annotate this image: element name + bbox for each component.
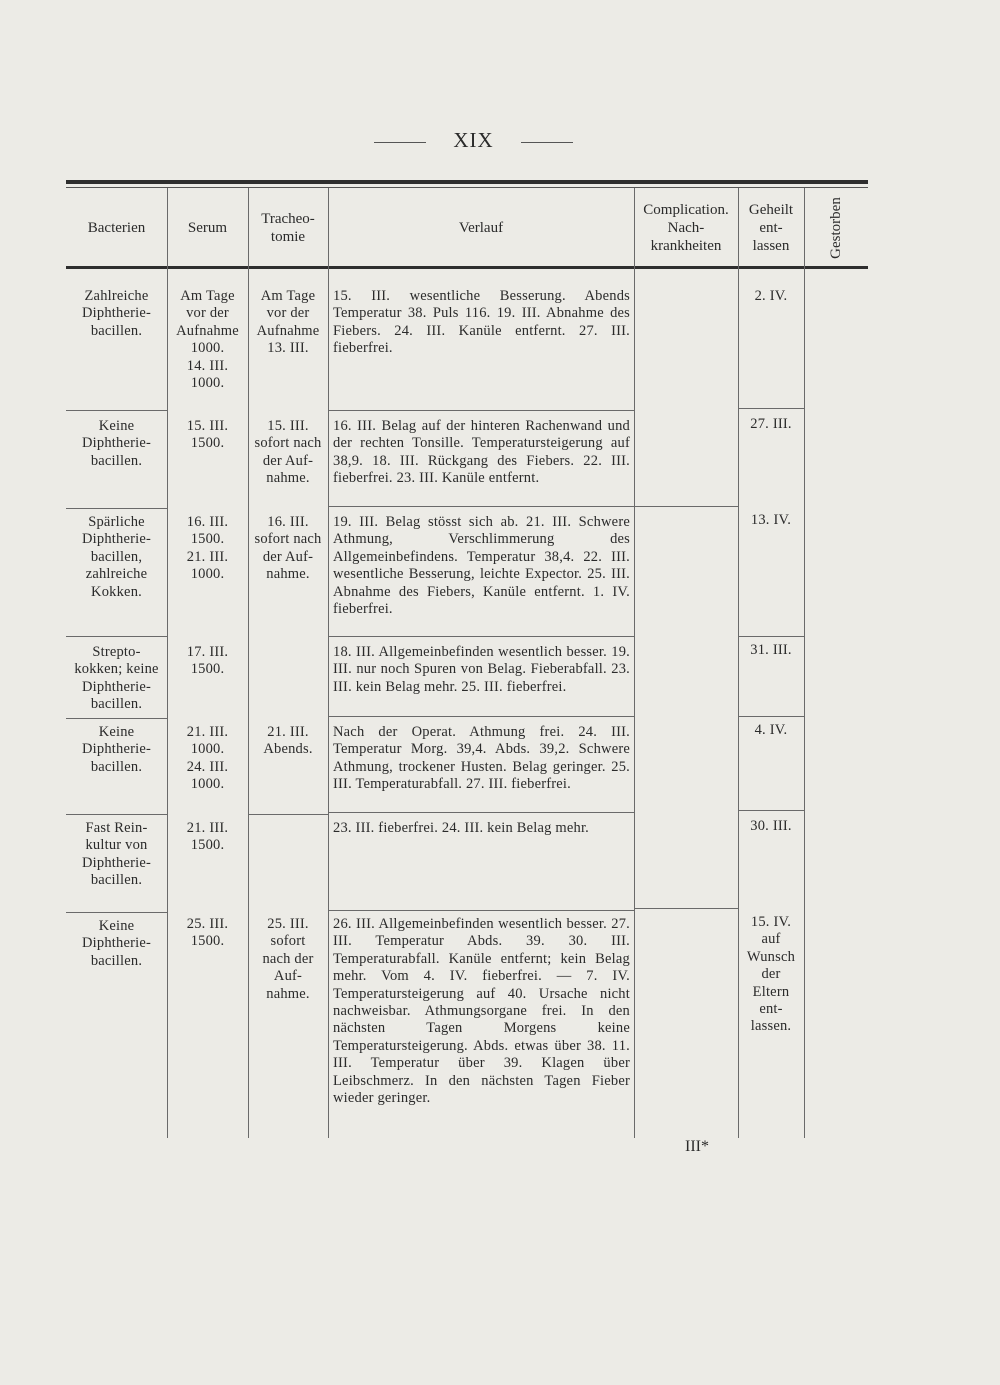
row-5-verlauf: Nach der Operat. Athmung frei. 24. III. Temperatur Morg. 39,4. Abds. 39,2. Schwere Athmung, trockener Husten. Belag geringer. 25. III. Temperaturabfall. 27. III. fieberfrei.	[333, 724, 630, 793]
row-divider	[738, 408, 804, 409]
row-7-bacterien: Keine Diphtherie- bacillen.	[81, 918, 152, 969]
row-2-serum: 15. III. 1500.	[186, 418, 229, 452]
row-divider	[66, 410, 167, 411]
row-divider	[66, 508, 167, 509]
row-6-bacterien: Fast Rein- kultur von Diphtherie- bacillen.	[81, 820, 152, 889]
page-header	[0, 128, 1000, 158]
signature-mark: III*	[685, 1138, 709, 1155]
row-1-tracheotomie: Am Tage vor der Aufnahme 13. III.	[256, 288, 320, 357]
column-header-bacterien: Bacterien	[87, 220, 146, 236]
column-header-tracheotomie: Tracheo- tomie	[261, 211, 315, 245]
table-top-thin-rule	[66, 187, 868, 188]
row-divider	[328, 812, 634, 813]
row-divider	[248, 814, 328, 815]
column-divider	[804, 188, 805, 1138]
header-rule-left	[374, 142, 426, 143]
row-7-geheilt: 15. IV. auf Wunsch der Eltern ent- lassen.	[746, 914, 796, 1035]
row-7-serum: 25. III. 1500.	[186, 916, 229, 950]
row-divider	[328, 910, 634, 911]
row-6-serum: 21. III. 1500.	[186, 820, 229, 854]
row-4-geheilt: 31. III.	[750, 642, 792, 658]
row-1-geheilt: 2. IV.	[754, 288, 788, 304]
row-3-serum: 16. III. 1500. 21. III. 1000.	[186, 514, 229, 583]
row-divider	[66, 636, 167, 637]
column-divider	[634, 188, 635, 1138]
row-5-serum: 21. III. 1000. 24. III. 1000.	[186, 724, 229, 793]
row-2-verlauf: 16. III. Belag auf der hinteren Rachenwand und der rechten Tonsille. Temperatursteigerung auf 38,9. 18. III. Rückgang des Fiebers. 22. III. fieberfrei. 23. III. Kanüle entfernt.	[333, 418, 630, 487]
column-divider	[328, 188, 329, 1138]
row-3-geheilt: 13. IV.	[750, 512, 792, 528]
row-3-bacterien: Spärliche Diphtherie- bacillen, zahlreiche Kokken.	[81, 514, 152, 600]
row-3-tracheotomie: 16. III. sofort nach der Auf- nahme.	[254, 514, 322, 583]
row-divider	[738, 716, 804, 717]
row-divider	[328, 716, 634, 717]
row-divider	[66, 912, 167, 913]
row-6-verlauf: 23. III. fieberfrei. 24. III. kein Belag mehr.	[333, 820, 590, 836]
row-5-tracheotomie: 21. III. Abends.	[263, 724, 313, 758]
row-7-verlauf: 26. III. Allgemeinbefinden wesentlich besser. 27. III. Temperatur Abds. 39. 30. III. Temperaturabfall. Kanüle entfernt; kein Belag mehr. Vom 4. IV. fieberfrei. — 7. IV. Temperatursteigerung auf 40. Ursache nicht nachweisbar. Athmungsorgane frei. In den nächsten Tagen Morgens keine Temperatursteigerung. Abds. etwas über 38. 11. III. Temperatur über 39. Klagen über Leibschmerz. In den nächsten Tagen Fieber wieder geringer.	[333, 916, 630, 1107]
header-rule-right	[521, 142, 573, 143]
row-4-bacterien: Strepto- kokken; keine Diphtherie- bacillen.	[74, 644, 159, 713]
row-4-serum: 17. III. 1500.	[186, 644, 229, 678]
column-header-verlauf: Verlauf	[458, 220, 504, 236]
row-2-tracheotomie: 15. III. sofort nach der Auf- nahme.	[254, 418, 322, 487]
row-divider	[328, 636, 634, 637]
table-header-rule	[66, 266, 868, 269]
column-header-geheilt: Geheilt ent- lassen	[748, 202, 794, 254]
row-1-serum: Am Tage vor der Aufnahme 1000. 14. III. 1000.	[176, 288, 239, 392]
row-1-verlauf: 15. III. wesentliche Besserung. Abends Temperatur 38. Puls 116. 19. III. Abnahme des Fiebers. 24. III. Kanüle entfernt. 27. III. fieberfrei.	[333, 288, 630, 357]
row-divider	[738, 810, 804, 811]
column-header-gestorben-label: Gestorben	[828, 197, 844, 259]
row-divider	[634, 908, 738, 909]
row-2-bacterien: Keine Diphtherie- bacillen.	[81, 418, 152, 469]
row-divider	[328, 410, 634, 411]
row-6-geheilt: 30. III.	[750, 818, 792, 834]
column-header-complication: Complication. Nach- krankheiten	[643, 202, 729, 254]
column-header-serum: Serum	[187, 220, 228, 236]
page-number: XIX	[453, 128, 494, 152]
column-header-gestorben	[804, 192, 868, 264]
row-divider	[738, 636, 804, 637]
row-2-geheilt: 27. III.	[750, 416, 792, 432]
row-divider	[328, 506, 634, 507]
row-divider	[634, 506, 738, 507]
row-7-tracheotomie: 25. III. sofort nach der Auf- nahme.	[262, 916, 314, 1002]
row-5-geheilt: 4. IV.	[754, 722, 788, 738]
row-divider	[66, 718, 167, 719]
row-3-verlauf: 19. III. Belag stösst sich ab. 21. III. Schwere Athmung, Verschlimmerung des Allgemeinbefindens. Temperatur 38,4. 22. III. wesentliche Besserung, leichte Expector. 25. III. Abnahme des Fiebers, Kanüle entfernt. 1. IV. fieberfrei.	[333, 514, 630, 618]
row-divider	[66, 814, 167, 815]
table-top-rule	[66, 180, 868, 184]
row-4-verlauf: 18. III. Allgemeinbefinden wesentlich besser. 19. III. nur noch Spuren von Belag. Fieberabfall. 23. III. kein Belag mehr. 25. III. fieberfrei.	[333, 644, 630, 695]
row-5-bacterien: Keine Diphtherie- bacillen.	[81, 724, 152, 775]
row-1-bacterien: Zahlreiche Diphtherie- bacillen.	[81, 288, 152, 339]
